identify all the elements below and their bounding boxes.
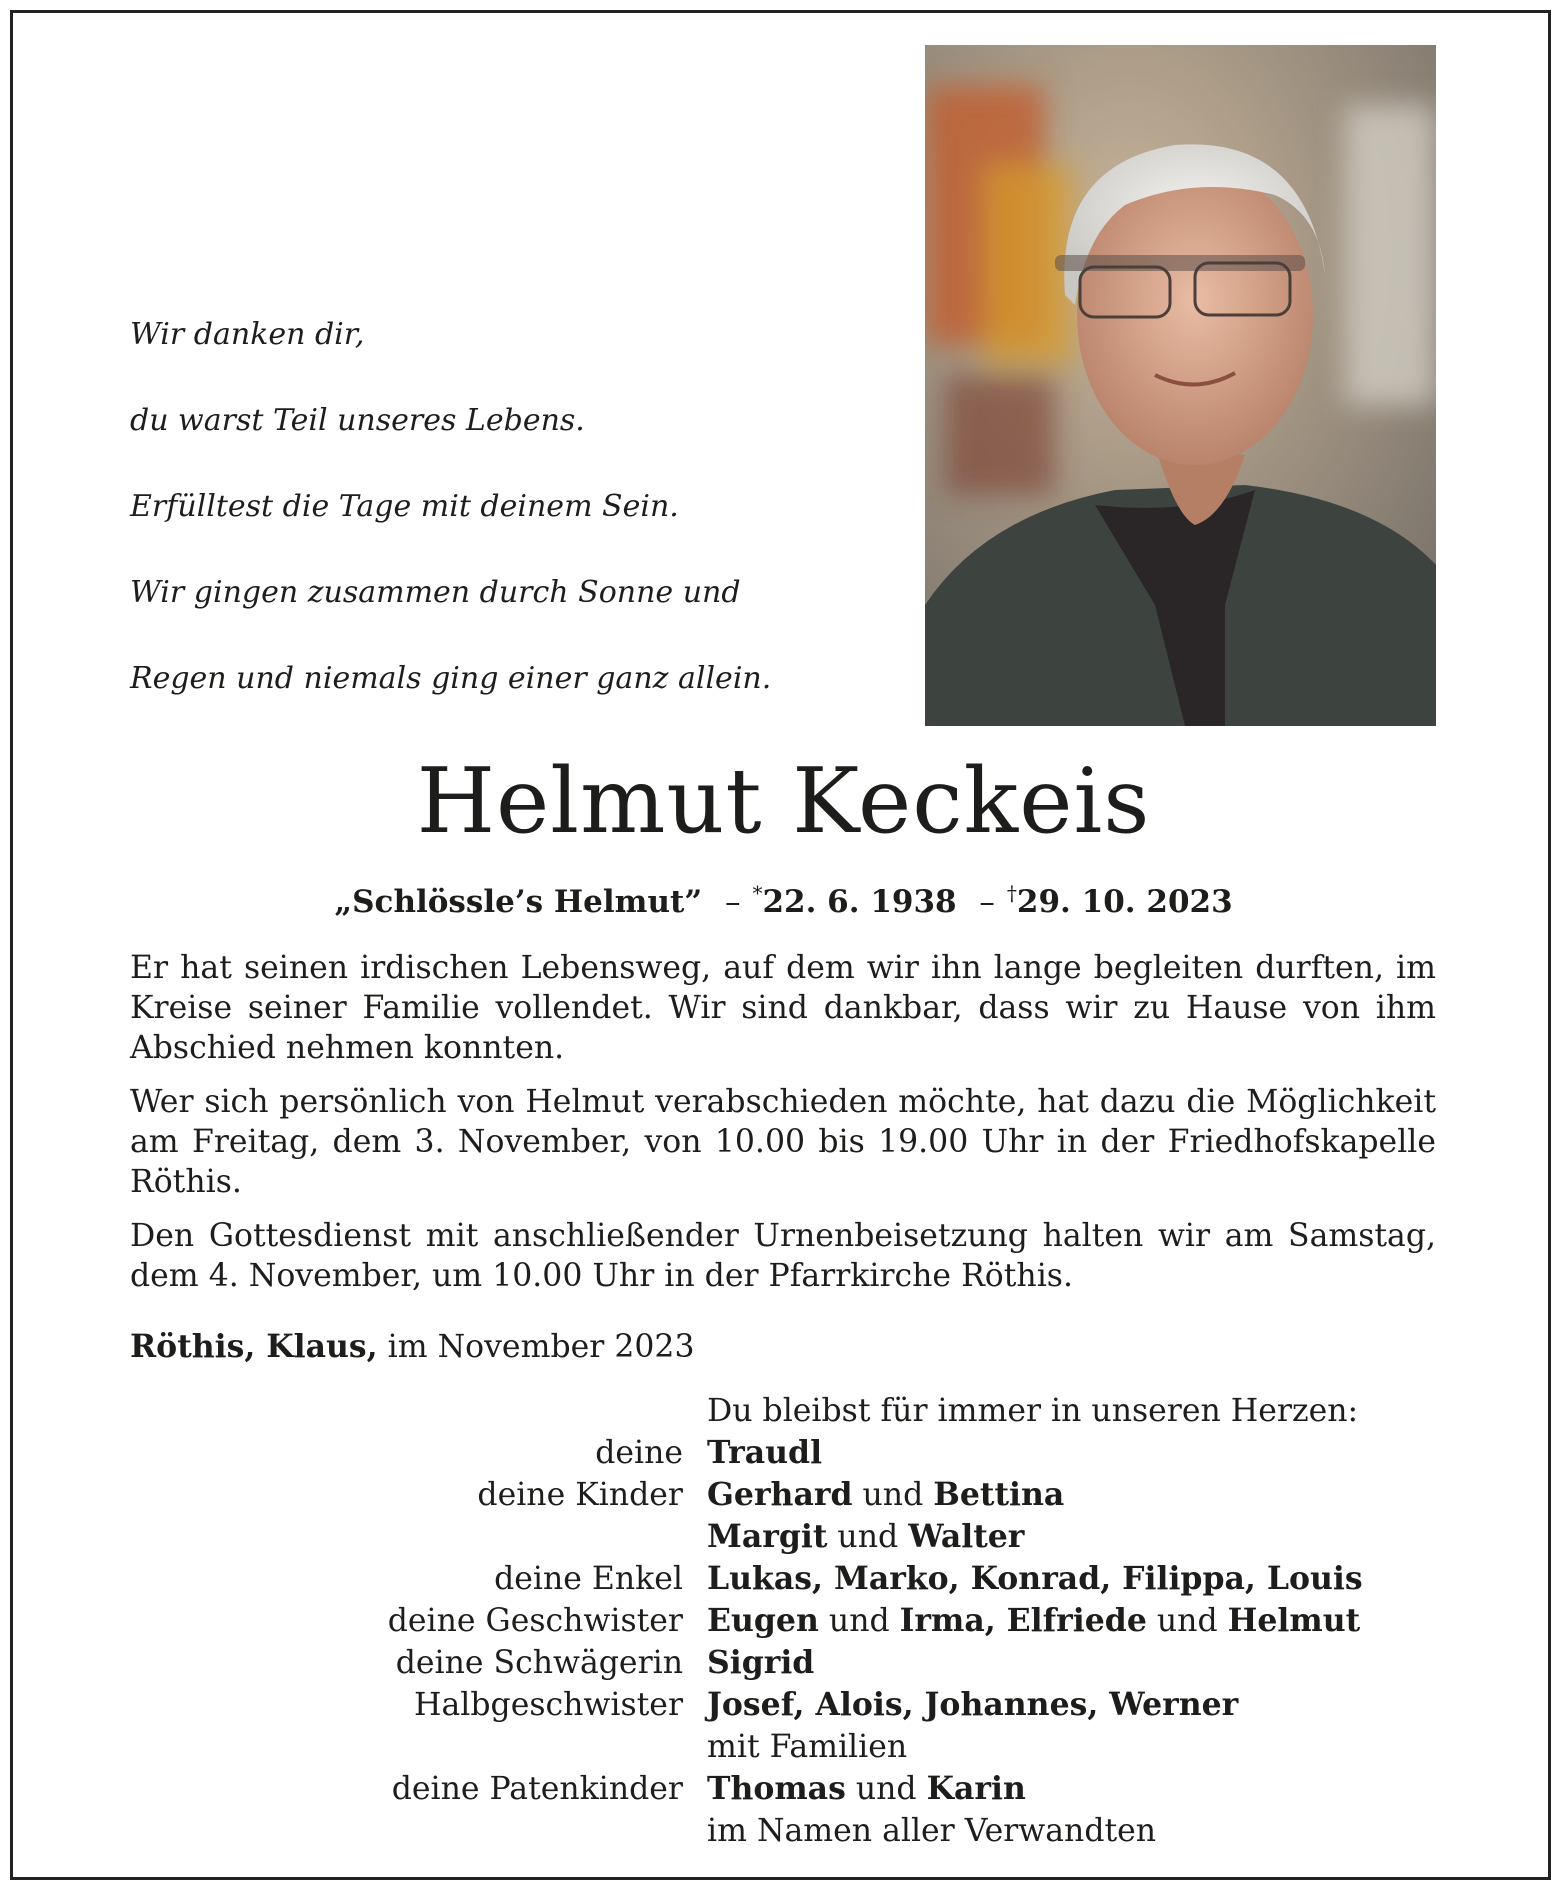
connector-text: im Namen aller Verwandten [707,1813,1157,1849]
mourner-name: Thomas [707,1770,846,1807]
mourner-name: Walter [908,1518,1025,1555]
mourner-names [707,1516,1436,1558]
mourner-row [130,1516,1436,1558]
mourner-name: Irma, Elfriede [899,1602,1147,1639]
relation-label: deine Kinder [477,1477,683,1513]
signoff-places: Röthis, Klaus, [130,1328,378,1365]
nickname: „Schlössle’s Helmut” [334,884,703,920]
mourner-names [707,1474,1436,1516]
mourner-rows [130,1432,1436,1852]
separator: – [979,884,995,920]
relation-label: deine Patenkinder [391,1771,683,1807]
mourner-names [707,1810,1436,1852]
mourner-row [130,1474,1436,1516]
connector-text: und [852,1477,934,1513]
mourner-row [130,1558,1436,1600]
mourner-names [707,1726,1436,1768]
mourner-name: Gerhard [707,1476,853,1513]
mourner-name: Sigrid [707,1644,815,1681]
signoff-date: im November 2023 [387,1329,695,1365]
paragraph: Den Gottesdienst mit anschließender Urnenbeisetzung halten wir am Samstag, dem 4. November, um 10.00 Uhr in der Pfarrkirche Röthis. [130,1218,1436,1294]
relation-label: deine Geschwister [387,1603,683,1639]
relation-label: Halbgeschwister [414,1687,683,1723]
poem-line: Regen und niemals ging einer ganz allein. [130,661,772,696]
relation-label: deine [595,1435,683,1471]
mourner-row [130,1768,1436,1810]
connector-text: und [818,1603,900,1639]
poem-line: Erfülltest die Tage mit deinem Sein. [130,489,679,524]
deceased-name: Helmut Keckeis [416,749,1151,854]
death-date: 29. 10. 2023 [1016,884,1233,920]
connector-text: und [845,1771,927,1807]
mourner-row [130,1432,1436,1474]
mourner-names [707,1558,1436,1600]
mourner-row [130,1600,1436,1642]
mourner-name: Lukas, Marko, Konrad, Filippa, Louis [707,1560,1363,1597]
announcement-text [130,948,1436,1310]
poem-line: Wir danken dir, [130,317,365,352]
name-and-dates [0,872,1567,923]
mourner-row [130,1810,1436,1852]
mourner-name: Bettina [933,1476,1065,1513]
relation-label: deine Schwägerin [395,1645,683,1681]
mourner-name: Karin [926,1770,1026,1807]
connector-text: und [1146,1603,1228,1639]
paragraph: Er hat seinen irdischen Lebensweg, auf dem wir ihn lange begleiten durften, im Kreise seiner Familie vollendet. Wir sind dankbar, dass wir zu Hause von ihm Abschied nehmen konnten. [130,950,1436,1066]
mourner-names [707,1684,1436,1726]
mourner-names [707,1768,1436,1810]
mourner-names [707,1432,1436,1474]
mourner-row [130,1726,1436,1768]
relation-label [130,1516,707,1558]
portrait-photo [925,45,1436,726]
birth-date: 22. 6. 1938 [762,884,957,920]
relation-label [130,1726,707,1768]
connector-text: mit Familien [707,1729,908,1765]
mourner-row [130,1684,1436,1726]
mourner-names [707,1642,1436,1684]
birth-symbol: * [752,881,763,905]
mourner-name: Helmut [1227,1602,1361,1639]
connector-text: und [827,1519,909,1555]
relation-label: deine Enkel [494,1561,683,1597]
paragraph: Wer sich persönlich von Helmut verabschieden möchte, hat dazu die Möglichkeit am Freitag, dem 3. November, von 10.00 bis 19.00 Uhr in der Friedhofskapelle Röthis. [130,1084,1436,1200]
portrait-image [925,45,1436,726]
poem-line: Wir gingen zusammen durch Sonne und [130,575,741,610]
mourner-name: Eugen [707,1602,819,1639]
mourner-names [707,1600,1436,1642]
poem-line: du warst Teil unseres Lebens. [130,403,585,438]
separator: – [724,884,741,920]
mourners-list [130,1390,1436,1852]
memorial-poem [130,270,850,743]
mourner-name: Traudl [707,1434,823,1471]
mourner-row [130,1642,1436,1684]
death-symbol: † [1006,881,1017,905]
mourner-name: Josef, Alois, Johannes, Werner [707,1686,1239,1723]
mourner-name: Margit [707,1518,828,1555]
signoff [130,1327,695,1367]
relation-label [130,1810,707,1852]
mourners-intro: Du bleibst für immer in unseren Herzen: [707,1393,1359,1429]
